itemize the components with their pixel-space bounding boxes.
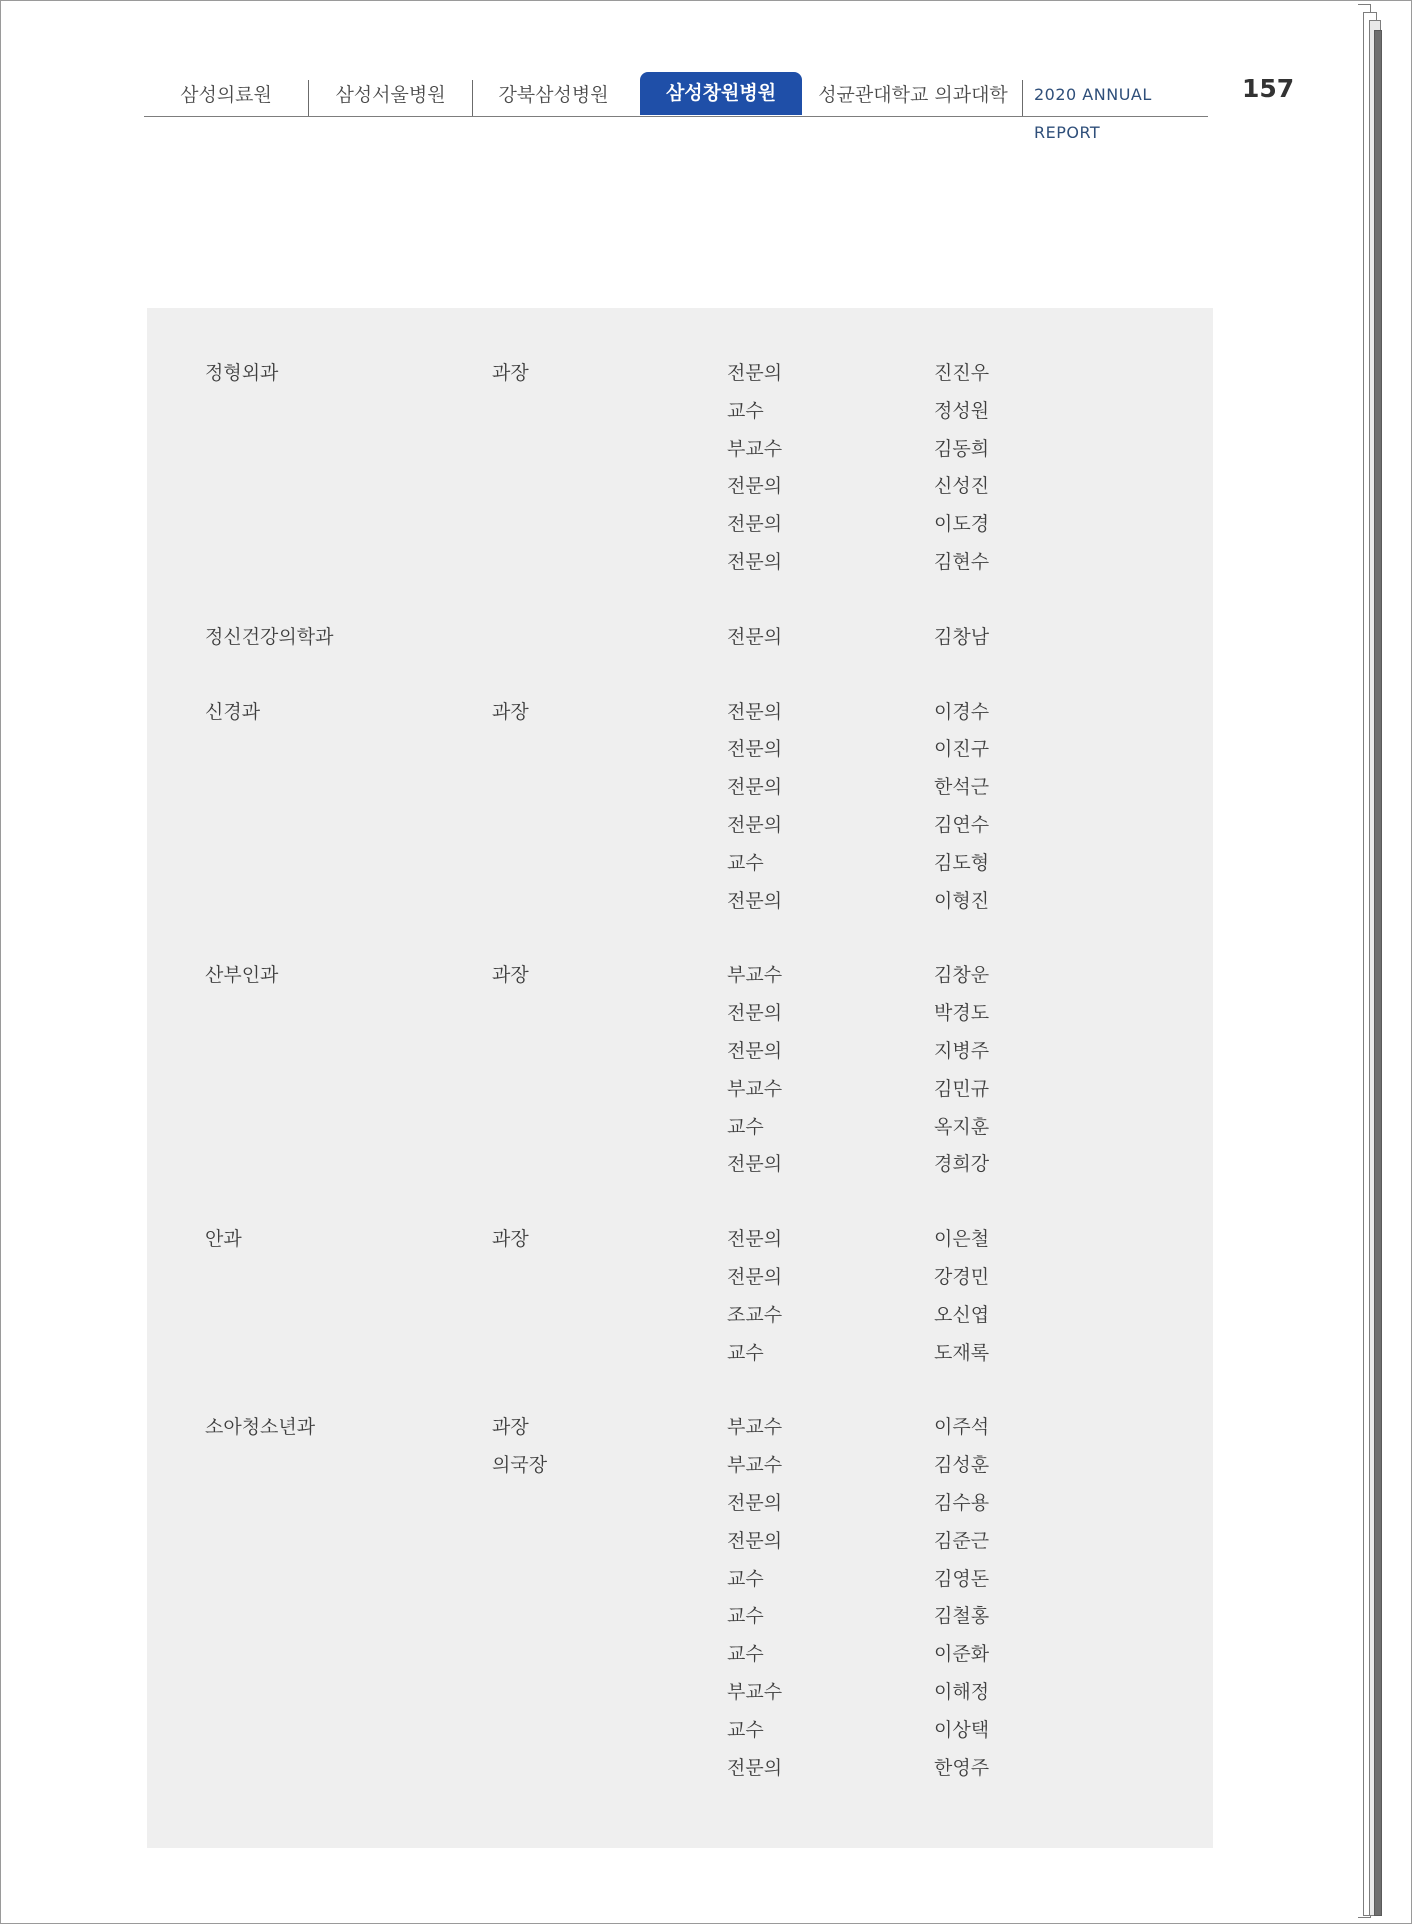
staff-name: 김현수 [934,551,990,573]
tab-skku-medicine[interactable]: 성균관대학교 의과대학 [818,84,1008,106]
job-title: 부교수 [727,1454,783,1477]
job-title: 부교수 [727,437,783,460]
staff-name: 한석근 [934,776,990,799]
page-edge [1374,30,1382,1916]
staff-row [147,396,1213,426]
position-role: 과장 [492,1416,529,1439]
job-title: 부교수 [727,964,783,987]
staff-row [147,1112,1213,1142]
job-title: 전문의 [727,700,783,723]
job-title: 전문의 [727,814,783,836]
job-title: 전문의 [727,362,783,384]
staff-name: 이경수 [934,700,990,723]
staff-row [147,358,1213,388]
staff-name: 이형진 [934,889,990,912]
job-title: 전문의 [727,1228,783,1251]
job-title: 부교수 [727,1077,783,1100]
staff-row [147,886,1213,916]
page-number: 157 [1242,74,1295,103]
position-role: 과장 [492,362,529,384]
staff-row [147,1753,1213,1783]
job-title: 교수 [727,1718,764,1741]
job-title: 전문의 [727,1002,783,1025]
job-title: 교수 [727,1567,764,1590]
job-title: 교수 [727,1643,764,1666]
annual-report-label: 2020 ANNUAL REPORT [1034,85,1152,142]
header-nav [144,72,1208,142]
staff-name: 김수용 [934,1492,990,1514]
job-title: 교수 [727,1341,764,1364]
tab-samsung-seoul-hospital[interactable]: 삼성서울병원 [335,84,446,106]
staff-name: 옥지훈 [934,1115,990,1138]
job-title: 전문의 [727,1529,783,1552]
document-page [2,2,1358,1922]
staff-name: 오신엽 [934,1303,990,1326]
staff-name: 지병주 [934,1040,990,1062]
staff-row [147,1338,1213,1368]
staff-name: 김성훈 [934,1454,990,1477]
staff-row [147,697,1213,727]
staff-row [147,1149,1213,1179]
tab-samsung-changwon-hospital[interactable]: 삼성창원병원 [640,72,802,115]
staff-name: 이진구 [934,738,990,761]
job-title: 부교수 [727,1681,783,1703]
staff-row [147,998,1213,1028]
position-role: 과장 [492,1228,529,1251]
staff-name: 도재록 [934,1341,990,1364]
staff-name: 이상택 [934,1718,990,1741]
department-name: 신경과 [205,700,261,723]
staff-row [147,772,1213,802]
position-role: 의국장 [492,1454,548,1477]
department-name: 안과 [205,1228,242,1251]
tab-samsung-medical-center[interactable]: 삼성의료원 [180,84,272,106]
job-title: 전문의 [727,513,783,536]
staff-row [147,1300,1213,1330]
job-title: 전문의 [727,776,783,799]
staff-name: 경희강 [934,1153,990,1176]
staff-row [147,509,1213,539]
job-title: 교수 [727,1605,764,1628]
department-name: 정신건강의학과 [205,625,334,648]
staff-row [147,1074,1213,1104]
staff-name: 진진우 [934,362,990,384]
job-title: 부교수 [727,1416,783,1439]
staff-name: 이주석 [934,1416,990,1439]
job-title: 전문의 [727,625,783,648]
staff-row [147,1450,1213,1480]
staff-name: 이준화 [934,1643,990,1666]
job-title: 전문의 [727,1756,783,1779]
job-title: 교수 [727,399,764,422]
staff-name: 이해정 [934,1681,990,1703]
staff-row [147,734,1213,764]
job-title: 전문의 [727,1266,783,1288]
staff-row [147,1715,1213,1745]
staff-row [147,622,1213,652]
staff-row [147,1601,1213,1631]
staff-name: 강경민 [934,1266,990,1288]
staff-row [147,1526,1213,1556]
staff-row [147,1412,1213,1442]
staff-name: 김창남 [934,625,990,648]
job-title: 전문의 [727,1492,783,1514]
job-title: 전문의 [727,1153,783,1176]
tab-separator [1022,80,1023,116]
staff-name: 김준근 [934,1529,990,1552]
position-role: 과장 [492,964,529,987]
staff-name: 김민규 [934,1077,990,1100]
staff-row [147,1677,1213,1707]
staff-name: 김동희 [934,437,990,460]
job-title: 전문의 [727,738,783,761]
staff-row [147,434,1213,464]
position-role: 과장 [492,700,529,723]
department-name: 소아청소년과 [205,1416,316,1439]
staff-row [147,1262,1213,1292]
job-title: 전문의 [727,1040,783,1062]
staff-name: 한영주 [934,1756,990,1779]
staff-panel [147,308,1213,1848]
staff-row [147,848,1213,878]
job-title: 교수 [727,1115,764,1138]
job-title: 전문의 [727,475,783,498]
staff-name: 김영돈 [934,1567,990,1590]
department-name: 산부인과 [205,964,279,987]
staff-name: 정성원 [934,399,990,422]
staff-row [147,810,1213,840]
staff-row [147,547,1213,577]
staff-row [147,1488,1213,1518]
staff-name: 이도경 [934,513,990,536]
staff-row [147,1036,1213,1066]
department-name: 정형외과 [205,362,279,384]
staff-name: 김도형 [934,851,990,874]
staff-name: 김창운 [934,964,990,987]
job-title: 교수 [727,851,764,874]
job-title: 조교수 [727,1303,783,1326]
staff-name: 이은철 [934,1228,990,1251]
staff-row [147,1639,1213,1669]
staff-name: 신성진 [934,475,990,498]
staff-name: 박경도 [934,1002,990,1025]
staff-name: 김연수 [934,814,990,836]
tab-kangbuk-samsung-hospital[interactable]: 강북삼성병원 [498,84,609,106]
staff-row [147,960,1213,990]
job-title: 전문의 [727,551,783,573]
staff-row [147,471,1213,501]
staff-row [147,1224,1213,1254]
staff-name: 김철홍 [934,1605,990,1628]
job-title: 전문의 [727,889,783,912]
staff-row [147,1564,1213,1594]
